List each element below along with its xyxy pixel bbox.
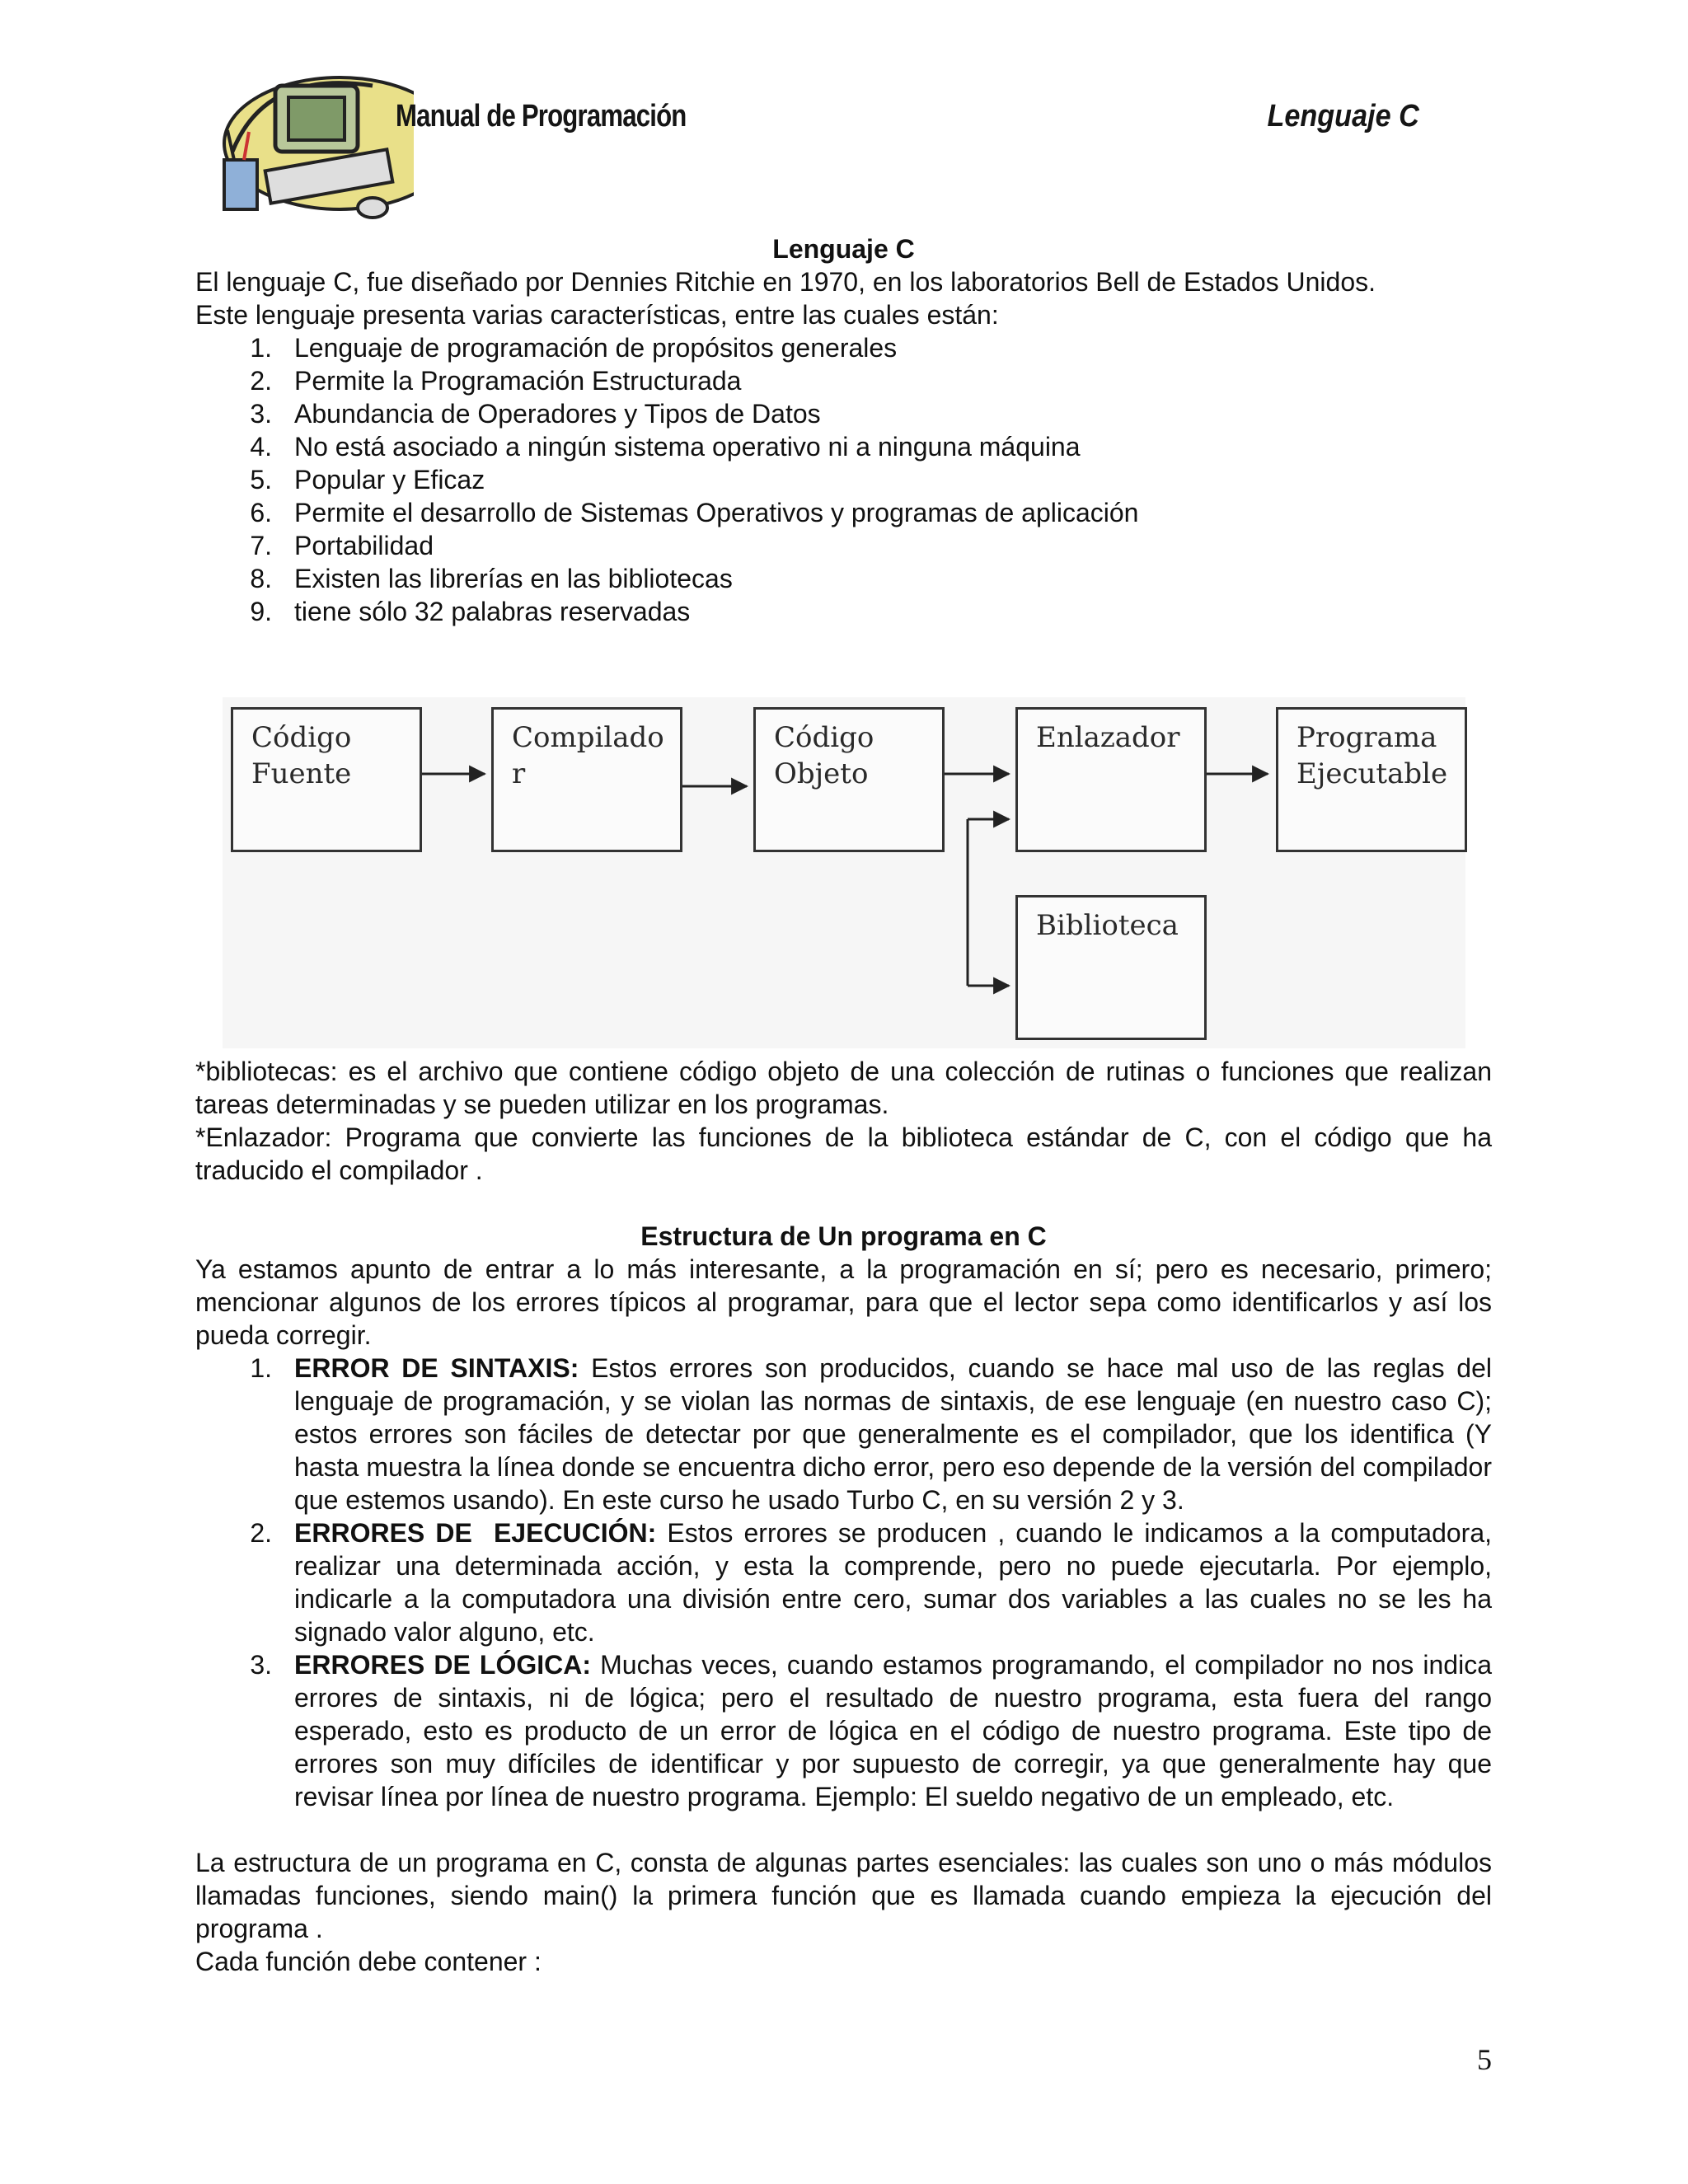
error-sintaxis-item: ERROR DE SINTAXIS: Estos errores son producidos, cuando se hace mal uso de las reglas del lenguaje de programación, y se violan las normas de sintaxis, de ese lenguaje (en nuestro caso C); estos errores son fáciles de detectar por que generalmente es el compilador, que los identifica (Y hasta muestra la línea donde se encuentra dicho error, pero eso depende de la versión del compilador que estemos usando). En este curso he usado Turbo C, en su versión 2 y 3. <box>294 1353 1492 1515</box>
note-enlazador: *Enlazador: Programa que convierte las funciones de la biblioteca estándar de C, con el código que ha traducido el compilador . <box>195 1122 1492 1185</box>
section-title-estructura: Estructura de Un programa en C <box>640 1221 1047 1251</box>
intro-line-1: El lenguaje C, fue diseñado por Dennies Ritchie en 1970, en los laboratorios Bell de Estados Unidos. <box>195 267 1376 297</box>
box-codigo-objeto: Código Objeto <box>753 707 945 852</box>
error-ejecucion-label: ERRORES DE EJECUCIÓN: <box>294 1518 657 1548</box>
error-number: 2. <box>250 1518 272 1548</box>
box-biblioteca: Biblioteca <box>1015 895 1207 1040</box>
error-number: 3. <box>250 1650 272 1680</box>
box-programa-ejecutable: Programa Ejecutable <box>1276 707 1467 852</box>
box-compilador: Compilado r <box>491 707 682 852</box>
computer-clipart-icon <box>216 61 414 226</box>
box-codigo-fuente: Código Fuente <box>231 707 422 852</box>
compilation-flow-diagram <box>223 697 1465 1048</box>
intro-line-2: Este lenguaje presenta varias características, entre las cuales están: <box>195 300 999 330</box>
error-logica-item: ERRORES DE LÓGICA: Muchas veces, cuando estamos programando, el compilador no nos indica errores de sintaxis, ni de lógica; pero el resultado de nuestro programa, esta fuera del rango esperado, esto es producto de un error de lógica en el código de nuestro programa. Este tipo de errores son muy difíciles de identificar y por supuesto de corregir, ya que generalmente hay que revisar línea por línea de nuestro programa. Ejemplo: El sueldo negativo de un empleado, etc. <box>294 1650 1493 1811</box>
note-bibliotecas: *bibliotecas: es el archivo que contiene código objeto de una colección de rutinas o funciones que realizan tareas determinadas y se pueden utilizar en los programas. <box>195 1057 1492 1119</box>
header-manual-title: Manual de Programación <box>396 99 687 134</box>
error-sintaxis-label: ERROR DE SINTAXIS: <box>294 1353 579 1383</box>
section2-intro: Ya estamos apunto de entrar a lo más interesante, a la programación en sí; pero es necesario, primero; mencionar algunos de los errores típicos al programar, para que el lector sepa como identificarlos y así los pueda corregir. <box>195 1254 1492 1350</box>
section-title-lenguaje-c: Lenguaje C <box>772 234 915 264</box>
header-language-title: Lenguaje C <box>1267 99 1419 134</box>
error-logica-label: ERRORES DE LÓGICA: <box>294 1650 592 1680</box>
error-ejecucion-item: ERRORES DE EJECUCIÓN: Estos errores se producen , cuando le indicamos a la computadora, realizar una determinada acción, y esta la comprende, pero no puede ejecutarla. Por ejemplo, indicarle a la computadora una división entre cero, sumar dos variables a las cuales no se les ha signado valor alguno, etc. <box>294 1518 1492 1647</box>
box-enlazador: Enlazador <box>1015 707 1207 852</box>
page-header <box>216 61 1419 226</box>
page-number: 5 <box>1477 2043 1492 2076</box>
each-function-line: Cada función debe contener : <box>195 1947 542 1976</box>
structure-paragraph: La estructura de un programa en C, consta de algunas partes esenciales: las cuales son uno o más módulos llamadas funciones, siendo main() la primera función que es llamada cuando empieza la ejecución del programa . <box>195 1848 1492 1943</box>
error-number: 1. <box>250 1353 272 1383</box>
